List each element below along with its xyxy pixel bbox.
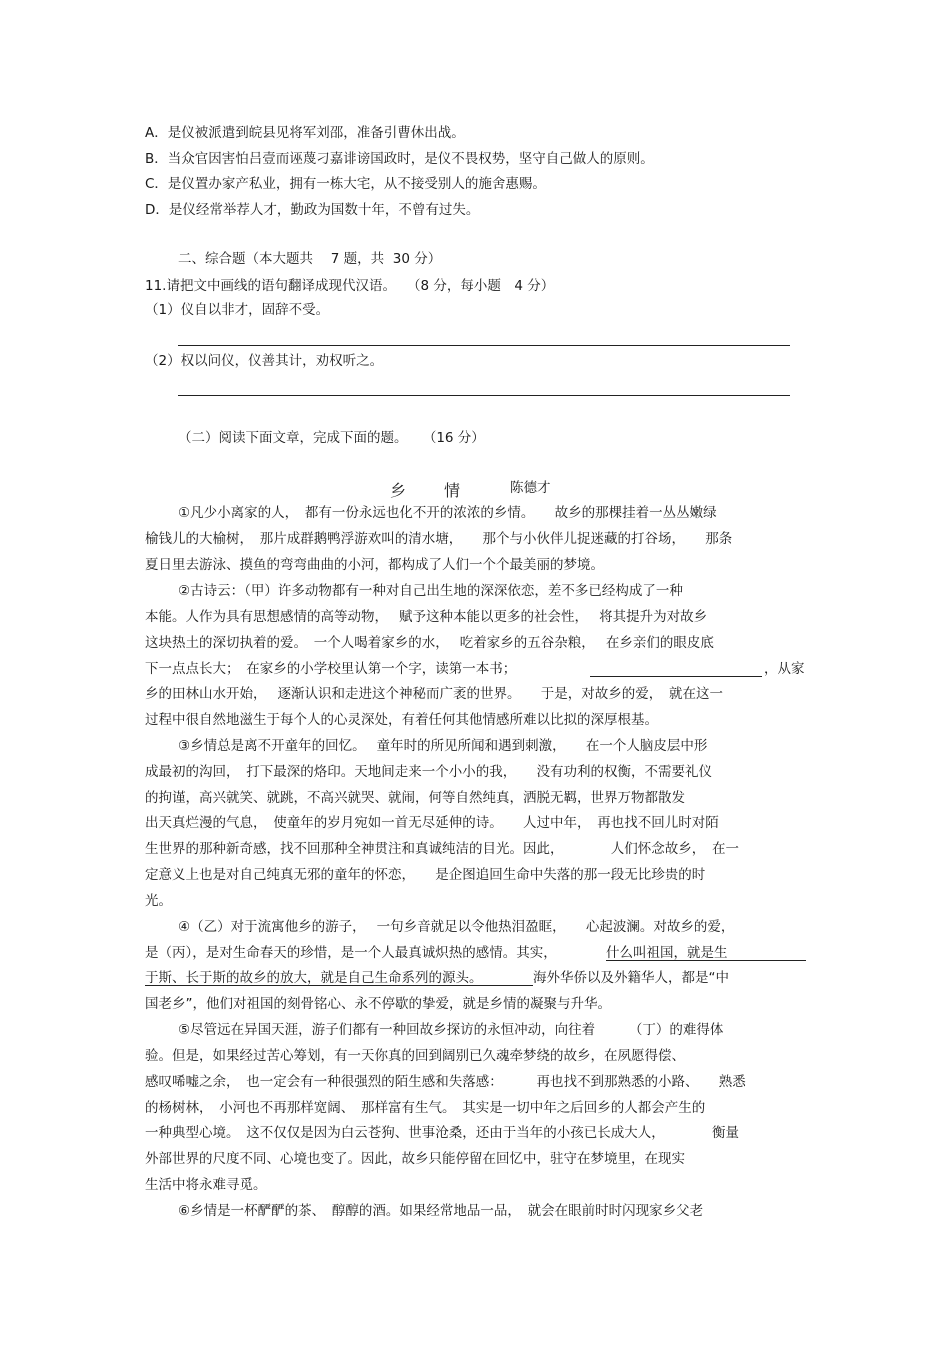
choice-c: C．是仪置办家产私业，拥有一栋大宅，从不接受别人的施舍惠赐。 bbox=[145, 176, 546, 192]
article-author: 陈德才 bbox=[510, 480, 551, 496]
article-line: 感叹唏嘘之余， 也一定会有一种很强烈的陌生感和失落感： 再也找不到那熟悉的小路、 熟悉 bbox=[145, 1074, 746, 1090]
article-line: 夏日里去游泳、摸鱼的弯弯曲曲的小河，都构成了人们一个个最美丽的梦境。 bbox=[145, 557, 604, 573]
article-line: 外部世界的尺度不同、心境也变了。因此，故乡只能停留在回忆中，驻守在梦境里，在现实 bbox=[145, 1151, 685, 1167]
article-line: ②古诗云：（甲）许多动物都有一种对自己出生地的深深依恋，差不多已经构成了一种 bbox=[178, 583, 683, 599]
article-line: ⑥乡情是一杯酽酽的茶、 醇醇的酒。如果经常地品一品， 就会在眼前时时闪现家乡父老 bbox=[178, 1203, 704, 1219]
article-line: 生世界的那种新奇感，找不回那种全神贯注和真诚纯洁的目光。因此， 人们怀念故乡， 在一 bbox=[145, 841, 739, 857]
article-line: ，从家 bbox=[764, 661, 805, 677]
reading-header: （二）阅读下面文章，完成下面的题。 （16 分） bbox=[178, 430, 485, 446]
section-header: 二、综合题（本大题共 7 题，共 30 分） bbox=[178, 251, 442, 267]
article-line: 乡的田林山水开始， 逐渐认识和走进这个神秘而广袤的世界。 于是，对故乡的爱， 就在这一 bbox=[145, 686, 724, 702]
article-line: 生活中将永难寻觅。 bbox=[145, 1177, 267, 1193]
choice-b: B．当众官因害怕吕壹而诬蔑刁嘉诽谤国政时，是仪不畏权势，坚守自己做人的原则。 bbox=[145, 151, 654, 167]
article-line: 成最初的沟回， 打下最深的烙印。天地间走来一个小小的我， 没有功利的权衡，不需要礼仪 bbox=[145, 764, 712, 780]
question-11-sub2: （2）权以问仪，仪善其计，劝权听之。 bbox=[145, 353, 384, 369]
article-line: 过程中很自然地滋生于每个人的心灵深处，有着任何其他情感所难以比拟的深厚根基。 bbox=[145, 712, 658, 728]
article-line: 一种典型心境。 这不仅仅是因为白云苍狗、世事沧桑，还由于当年的小孩已长成大人， 衡量 bbox=[145, 1125, 739, 1141]
answer-line-1 bbox=[178, 345, 790, 346]
sentence-underline bbox=[606, 960, 806, 961]
article-line: ④（乙）对于流寓他乡的游子， 一句乡音就足以令他热泪盈眶， 心起波澜。对故乡的爱， bbox=[178, 919, 735, 935]
article-title: 乡 情 bbox=[390, 481, 463, 500]
question-11-sub1: （1）仪自以非才，固辞不受。 bbox=[145, 302, 330, 318]
article-line: 的拘谨，高兴就笑、就跳，不高兴就哭、就闹，何等自然纯真，洒脱无羁，世界万物都散发 bbox=[145, 790, 685, 806]
question-11-prompt: 11.请把文中画线的语句翻译成现代汉语。 （8 分，每小题 4 分） bbox=[145, 278, 555, 294]
article-line: 本能。人作为具有思想感情的高等动物， 赋予这种本能以更多的社会性， 将其提升为对故乡 bbox=[145, 609, 708, 625]
article-line: 是（丙），是对生命春天的珍惜，是一个人最真诚炽热的感情。其实， bbox=[145, 945, 557, 961]
article-line: 的杨树林， 小河也不再那样宽阔、 那样富有生气。 其实是一切中年之后回乡的人都会产生的 bbox=[145, 1100, 706, 1116]
article-line: ⑤尽管远在异国天涯，游子们都有一种回故乡探访的永恒冲动，向往着 （丁）的难得体 bbox=[178, 1022, 724, 1038]
article-line: 榆钱儿的大榆树， 那片成群鹅鸭浮游欢叫的清水塘， 那个与小伙伴儿捉迷藏的打谷场， 那条 bbox=[145, 531, 733, 547]
article-line: 下一点点长大； 在家乡的小学校里认第一个字，读第一本书； bbox=[145, 661, 517, 677]
answer-line-2 bbox=[178, 395, 790, 396]
choice-a: A．是仪被派遣到皖县见将军刘邵，准备引曹休出战。 bbox=[145, 125, 465, 141]
article-line: 定意义上也是对自己纯真无邪的童年的怀恋， 是企图追回生命中失落的那一段无比珍贵的时 bbox=[145, 867, 706, 883]
article-line: 验。但是，如果经过苦心筹划，有一天你真的回到阔别已久魂牵梦绕的故乡，在夙愿得偿、 bbox=[145, 1048, 685, 1064]
article-line: 出天真烂漫的气息， 使童年的岁月宛如一首无尽延伸的诗。 人过中年， 再也找不回儿时对陌 bbox=[145, 815, 719, 831]
fill-blank-line bbox=[590, 676, 762, 677]
choice-d: D．是仪经常举荐人才，勤政为国数十年，不曾有过失。 bbox=[145, 202, 480, 218]
article-line: ③乡情总是离不开童年的回忆。 童年时的所见所闻和遇到刺激， 在一个人脑皮层中形 bbox=[178, 738, 708, 754]
article-line: 海外华侨以及外籍华人，都是“中 bbox=[533, 970, 729, 986]
article-line: ①凡少小离家的人， 都有一份永远也化不开的浓浓的乡情。 故乡的那棵挂着一丛丛嫩绿 bbox=[178, 505, 717, 521]
article-line: 这块热土的深切执着的爱。 一个人喝着家乡的水， 吃着家乡的五谷杂粮， 在乡亲们的眼皮底 bbox=[145, 635, 714, 651]
underlined-sentence: 于斯、长于斯的故乡的放大，就是自己生命系列的源头。 bbox=[145, 970, 483, 986]
underlined-sentence: 什么叫祖国，就是生 bbox=[606, 945, 728, 961]
article-line: 国老乡”，他们对祖国的刻骨铭心、永不停歇的挚爱，就是乡情的凝聚与升华。 bbox=[145, 996, 611, 1012]
article-line: 光。 bbox=[145, 893, 172, 909]
sentence-underline bbox=[145, 985, 533, 986]
